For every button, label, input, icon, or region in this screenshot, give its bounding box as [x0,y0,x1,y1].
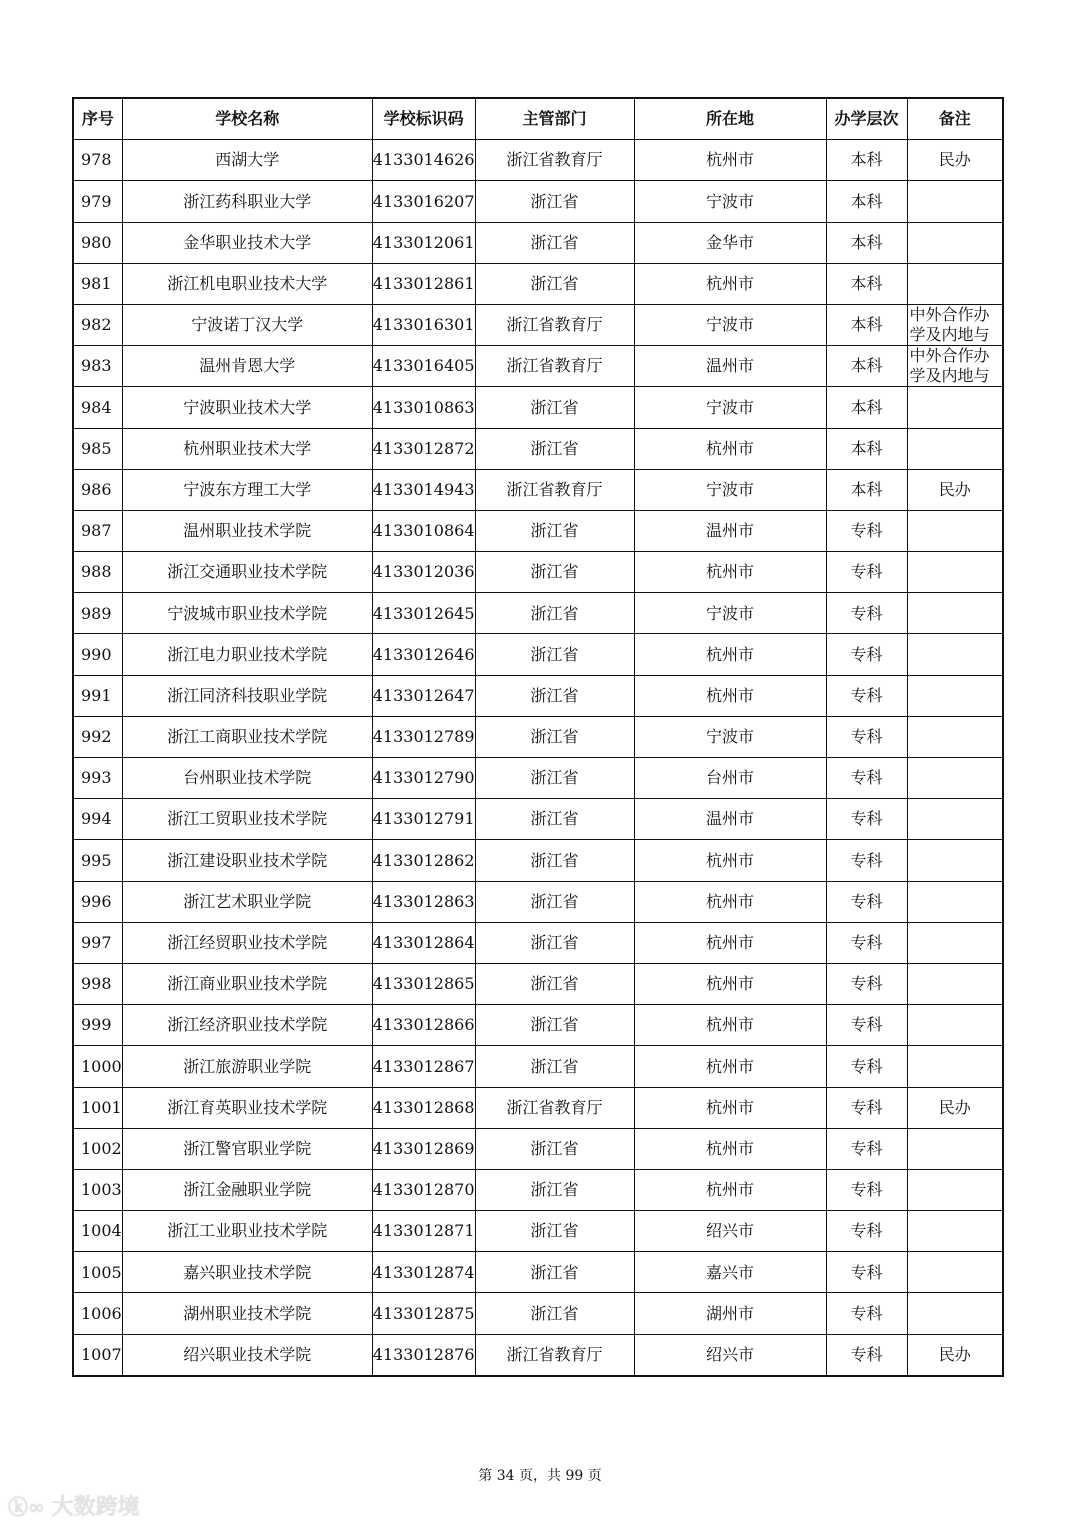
table-row [73,922,1003,963]
cell-school-name: 湖州职业技术学院 [122,1293,372,1334]
cell-level: 本科 [826,263,907,304]
cell-school-name: 浙江商业职业技术学院 [122,963,372,1004]
table-row [73,1252,1003,1293]
page-number: 第 34 页，共 99 页 [478,1468,602,1484]
watermark-logo: ⓚ∞ 大数跨境 [8,1495,140,1520]
cell-location: 杭州市 [634,881,826,922]
cell-school-code: 4133012876 [372,1334,475,1376]
cell-school-name: 宁波东方理工大学 [122,469,372,510]
table-row [73,181,1003,222]
cell-location: 杭州市 [634,675,826,716]
table-row [73,510,1003,551]
cell-school-code: 4133016405 [372,346,475,387]
cell-department: 浙江省教育厅 [475,346,634,387]
cell-level: 专科 [826,840,907,881]
cell-location: 杭州市 [634,1087,826,1128]
cell-school-name: 温州职业技术学院 [122,510,372,551]
cell-school-code: 4133012789 [372,716,475,757]
cell-location: 宁波市 [634,181,826,222]
cell-department: 浙江省 [475,675,634,716]
table-row [73,222,1003,263]
cell-school-code: 4133012790 [372,758,475,799]
cell-location: 杭州市 [634,428,826,469]
cell-index: 1001 [73,1087,122,1128]
cell-school-name: 浙江同济科技职业学院 [122,675,372,716]
cell-note [907,1169,1003,1210]
cell-location: 宁波市 [634,387,826,428]
header-level: 办学层次 [826,98,907,140]
header-department: 主管部门 [475,98,634,140]
cell-index: 982 [73,304,122,345]
cell-school-code: 4133012868 [372,1087,475,1128]
cell-department: 浙江省 [475,181,634,222]
cell-level: 专科 [826,758,907,799]
cell-department: 浙江省 [475,1252,634,1293]
cell-index: 979 [73,181,122,222]
cell-school-code: 4133012862 [372,840,475,881]
cell-index: 987 [73,510,122,551]
cell-index: 1006 [73,1293,122,1334]
cell-school-name: 浙江机电职业技术大学 [122,263,372,304]
cell-department: 浙江省 [475,1211,634,1252]
cell-school-name: 浙江电力职业技术学院 [122,634,372,675]
cell-note [907,963,1003,1004]
cell-department: 浙江省教育厅 [475,304,634,345]
table-row [73,1211,1003,1252]
cell-level: 专科 [826,510,907,551]
cell-school-code: 4133012645 [372,593,475,634]
cell-school-name: 浙江艺术职业学院 [122,881,372,922]
cell-department: 浙江省 [475,552,634,593]
cell-school-name: 浙江经济职业技术学院 [122,1005,372,1046]
cell-school-code: 4133012791 [372,799,475,840]
cell-note [907,922,1003,963]
cell-department: 浙江省 [475,1169,634,1210]
table-row [73,758,1003,799]
cell-school-name: 浙江金融职业学院 [122,1169,372,1210]
cell-index: 996 [73,881,122,922]
cell-note [907,634,1003,675]
cell-school-name: 浙江药科职业大学 [122,181,372,222]
cell-note [907,222,1003,263]
cell-note: 民办 [907,469,1003,510]
cell-index: 990 [73,634,122,675]
cell-note [907,593,1003,634]
table-row [73,1087,1003,1128]
table-row [73,1334,1003,1376]
cell-school-code: 4133012875 [372,1293,475,1334]
cell-location: 杭州市 [634,1046,826,1087]
cell-school-name: 宁波职业技术大学 [122,387,372,428]
cell-level: 专科 [826,922,907,963]
cell-index: 992 [73,716,122,757]
cell-index: 978 [73,140,122,181]
cell-level: 专科 [826,634,907,675]
cell-level: 本科 [826,469,907,510]
cell-school-code: 4133012647 [372,675,475,716]
cell-note [907,510,1003,551]
cell-level: 专科 [826,799,907,840]
cell-school-code: 4133012863 [372,881,475,922]
cell-department: 浙江省 [475,510,634,551]
cell-note [907,1211,1003,1252]
cell-level: 专科 [826,1334,907,1376]
cell-school-name: 浙江育英职业技术学院 [122,1087,372,1128]
table-row [73,1046,1003,1087]
cell-location: 杭州市 [634,140,826,181]
cell-school-code: 4133010863 [372,387,475,428]
cell-location: 金华市 [634,222,826,263]
cell-note [907,1005,1003,1046]
cell-school-code: 4133012036 [372,552,475,593]
cell-location: 台州市 [634,758,826,799]
cell-school-name: 浙江经贸职业技术学院 [122,922,372,963]
cell-level: 专科 [826,1293,907,1334]
cell-note [907,1046,1003,1087]
header-school-name: 学校名称 [122,98,372,140]
header-index: 序号 [73,98,122,140]
cell-index: 1005 [73,1252,122,1293]
cell-note: 中外合作办学及内地与 [907,346,1003,387]
cell-department: 浙江省 [475,799,634,840]
cell-location: 宁波市 [634,469,826,510]
cell-note: 民办 [907,1087,1003,1128]
cell-index: 984 [73,387,122,428]
cell-note [907,716,1003,757]
cell-index: 981 [73,263,122,304]
cell-index: 988 [73,552,122,593]
cell-school-name: 浙江工商职业技术学院 [122,716,372,757]
cell-school-code: 4133014943 [372,469,475,510]
table-row [73,675,1003,716]
cell-school-name: 金华职业技术大学 [122,222,372,263]
cell-department: 浙江省 [475,840,634,881]
cell-location: 绍兴市 [634,1334,826,1376]
cell-note [907,263,1003,304]
table-row [73,840,1003,881]
cell-index: 1003 [73,1169,122,1210]
cell-department: 浙江省 [475,716,634,757]
cell-level: 本科 [826,304,907,345]
table-row [73,1128,1003,1169]
cell-school-code: 4133010864 [372,510,475,551]
cell-level: 专科 [826,1169,907,1210]
cell-department: 浙江省 [475,1128,634,1169]
cell-school-name: 杭州职业技术大学 [122,428,372,469]
table-row [73,881,1003,922]
cell-school-code: 4133016301 [372,304,475,345]
cell-department: 浙江省 [475,922,634,963]
cell-note [907,181,1003,222]
cell-school-name: 绍兴职业技术学院 [122,1334,372,1376]
cell-note: 民办 [907,140,1003,181]
cell-note [907,1252,1003,1293]
table-row [73,593,1003,634]
cell-department: 浙江省 [475,222,634,263]
cell-department: 浙江省 [475,634,634,675]
cell-school-name: 浙江工贸职业技术学院 [122,799,372,840]
cell-note [907,387,1003,428]
table-row [73,799,1003,840]
cell-note [907,428,1003,469]
cell-department: 浙江省 [475,263,634,304]
cell-index: 1004 [73,1211,122,1252]
cell-level: 专科 [826,675,907,716]
cell-school-code: 4133012866 [372,1005,475,1046]
cell-location: 湖州市 [634,1293,826,1334]
cell-location: 杭州市 [634,552,826,593]
table-row [73,1169,1003,1210]
cell-note [907,675,1003,716]
table-row [73,304,1003,345]
cell-school-code: 4133012872 [372,428,475,469]
cell-location: 杭州市 [634,1005,826,1046]
cell-level: 专科 [826,593,907,634]
cell-note [907,881,1003,922]
cell-location: 宁波市 [634,716,826,757]
cell-department: 浙江省 [475,963,634,1004]
cell-department: 浙江省 [475,1046,634,1087]
table-row [73,1293,1003,1334]
cell-school-name: 浙江旅游职业学院 [122,1046,372,1087]
cell-index: 986 [73,469,122,510]
cell-school-name: 温州肯恩大学 [122,346,372,387]
cell-index: 1002 [73,1128,122,1169]
cell-index: 980 [73,222,122,263]
cell-note [907,552,1003,593]
cell-department: 浙江省教育厅 [475,1087,634,1128]
cell-location: 杭州市 [634,922,826,963]
cell-department: 浙江省教育厅 [475,469,634,510]
table-row [73,428,1003,469]
cell-index: 985 [73,428,122,469]
cell-school-code: 4133012646 [372,634,475,675]
cell-index: 1007 [73,1334,122,1376]
cell-level: 专科 [826,1005,907,1046]
table-header-row [73,98,1003,140]
cell-level: 专科 [826,881,907,922]
cell-note [907,799,1003,840]
cell-department: 浙江省 [475,758,634,799]
table-row [73,716,1003,757]
cell-school-code: 4133012061 [372,222,475,263]
header-school-code: 学校标识码 [372,98,475,140]
cell-location: 杭州市 [634,1128,826,1169]
cell-index: 993 [73,758,122,799]
cell-location: 嘉兴市 [634,1252,826,1293]
cell-index: 994 [73,799,122,840]
cell-school-code: 4133016207 [372,181,475,222]
cell-school-name: 浙江建设职业技术学院 [122,840,372,881]
cell-school-name: 浙江警官职业学院 [122,1128,372,1169]
cell-location: 宁波市 [634,593,826,634]
cell-school-name: 浙江交通职业技术学院 [122,552,372,593]
schools-table [72,97,1004,1377]
cell-location: 绍兴市 [634,1211,826,1252]
table-row [73,1005,1003,1046]
cell-level: 本科 [826,428,907,469]
cell-level: 本科 [826,346,907,387]
cell-location: 杭州市 [634,263,826,304]
cell-school-name: 宁波诺丁汉大学 [122,304,372,345]
cell-department: 浙江省 [475,387,634,428]
table-row [73,963,1003,1004]
cell-school-code: 4133012871 [372,1211,475,1252]
cell-school-code: 4133012869 [372,1128,475,1169]
table-row [73,346,1003,387]
cell-level: 专科 [826,1046,907,1087]
cell-index: 997 [73,922,122,963]
cell-department: 浙江省 [475,1293,634,1334]
cell-index: 989 [73,593,122,634]
cell-note [907,1293,1003,1334]
cell-level: 专科 [826,1087,907,1128]
cell-location: 杭州市 [634,963,826,1004]
watermark-text: 大数跨境 [51,1495,140,1520]
cell-school-code: 4133012861 [372,263,475,304]
cell-location: 温州市 [634,510,826,551]
cell-note [907,1128,1003,1169]
cell-level: 专科 [826,1211,907,1252]
cell-school-code: 4133012867 [372,1046,475,1087]
cell-note [907,840,1003,881]
cell-school-name: 台州职业技术学院 [122,758,372,799]
table-row [73,263,1003,304]
cell-location: 杭州市 [634,634,826,675]
table-row [73,634,1003,675]
table-row [73,387,1003,428]
cell-department: 浙江省教育厅 [475,140,634,181]
cell-level: 专科 [826,716,907,757]
cell-department: 浙江省教育厅 [475,1334,634,1376]
cell-level: 专科 [826,552,907,593]
cell-school-code: 4133012874 [372,1252,475,1293]
cell-index: 995 [73,840,122,881]
cell-school-name: 嘉兴职业技术学院 [122,1252,372,1293]
cell-school-name: 西湖大学 [122,140,372,181]
cell-level: 专科 [826,1252,907,1293]
cell-index: 991 [73,675,122,716]
cell-note: 民办 [907,1334,1003,1376]
header-location: 所在地 [634,98,826,140]
cell-location: 宁波市 [634,304,826,345]
cell-level: 专科 [826,963,907,1004]
cell-level: 本科 [826,181,907,222]
cell-index: 1000 [73,1046,122,1087]
cell-location: 杭州市 [634,840,826,881]
cell-school-code: 4133012865 [372,963,475,1004]
cell-school-code: 4133014626 [372,140,475,181]
cell-school-code: 4133012864 [372,922,475,963]
cell-note: 中外合作办学及内地与 [907,304,1003,345]
cell-level: 本科 [826,140,907,181]
table-row [73,469,1003,510]
cell-location: 杭州市 [634,1169,826,1210]
cell-department: 浙江省 [475,881,634,922]
cell-department: 浙江省 [475,1005,634,1046]
cell-location: 温州市 [634,799,826,840]
cell-index: 983 [73,346,122,387]
cell-school-name: 浙江工业职业技术学院 [122,1211,372,1252]
cell-index: 998 [73,963,122,1004]
cell-school-code: 4133012870 [372,1169,475,1210]
cell-level: 本科 [826,222,907,263]
cell-location: 温州市 [634,346,826,387]
cell-department: 浙江省 [475,428,634,469]
cell-level: 本科 [826,387,907,428]
header-note: 备注 [907,98,1003,140]
cell-school-name: 宁波城市职业技术学院 [122,593,372,634]
table-row [73,140,1003,181]
cell-department: 浙江省 [475,593,634,634]
table-row [73,552,1003,593]
cell-index: 999 [73,1005,122,1046]
cell-note [907,758,1003,799]
cell-level: 专科 [826,1128,907,1169]
